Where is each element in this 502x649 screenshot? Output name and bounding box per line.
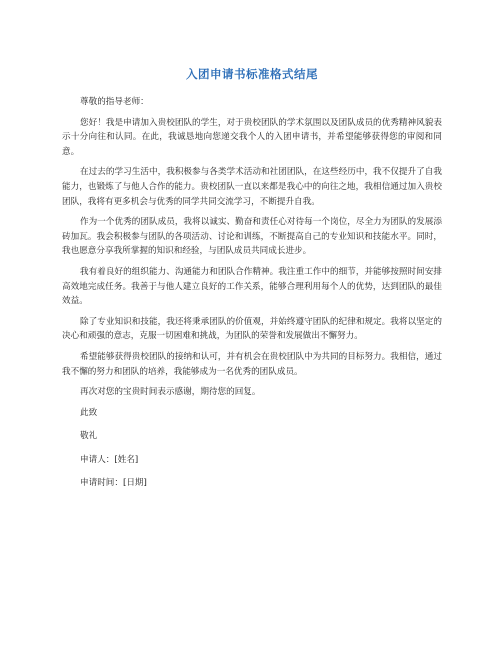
document-page xyxy=(62,66,442,500)
document-title: 入团申请书标准格式结尾 xyxy=(186,67,318,81)
paragraph-5: 除了专业知识和技能，我还将秉承团队的价值观，并始终遵守团队的纪律和规定。我将以坚定的决心和顽强的意志，克服一切困难和挑战，为团队的荣誉和发展做出不懈努力。 xyxy=(62,316,442,342)
paragraph-4: 我有着良好的组织能力、沟通能力和团队合作精神。我注重工作中的细节，并能够按照时间安排高效地完成任务。我善于与他人建立良好的工作关系，能够合理利用每个人的优势，达到团队的最佳效益。 xyxy=(62,266,442,307)
paragraph-2: 在过去的学习生活中，我积极参与各类学术活动和社团团队，在这些经历中，我不仅提升了自我能力，也锻炼了与他人合作的能力。贵校团队一直以来都是我心中的向往之地，我相信通过加入贵校团队，我将有更多机会与优秀的同学共同交流学习，不断提升自我。 xyxy=(62,167,442,207)
closing-line-2: 敬礼 xyxy=(80,431,98,442)
date-line: 申请时间：[日期] xyxy=(80,478,147,489)
paragraph-7: 再次对您的宝贵时间表示感谢，期待您的回复。 xyxy=(80,387,261,398)
applicant-line: 申请人：[姓名] xyxy=(80,454,139,465)
closing-line-1: 此致 xyxy=(80,407,98,418)
paragraph-1: 您好！我是申请加入贵校团队的学生，对于贵校团队的学术氛围以及团队成员的优秀精神风貌表示十分向往和认同。在此，我诚恳地向您递交我个人的入团申请书，并希望能够获得您的审阅和同意。 xyxy=(62,117,442,157)
paragraph-3: 作为一个优秀的团队成员，我将以诚实、勤奋和责任心对待每一个岗位，尽全力为团队的发展添砖加瓦。我会积极参与团队的各项活动、讨论和训练，不断提高自己的专业知识和技能水平。同时，我也愿意分享我所掌握的知识和经验，与团队成员共同成长进步。 xyxy=(62,217,442,257)
paragraph-6: 希望能够获得贵校团队的接纳和认可，并有机会在贵校团队中为共同的目标努力。我相信，通过我不懈的努力和团队的培养，我能够成为一名优秀的团队成员。 xyxy=(62,351,442,377)
greeting: 尊敬的指导老师： xyxy=(80,97,149,107)
